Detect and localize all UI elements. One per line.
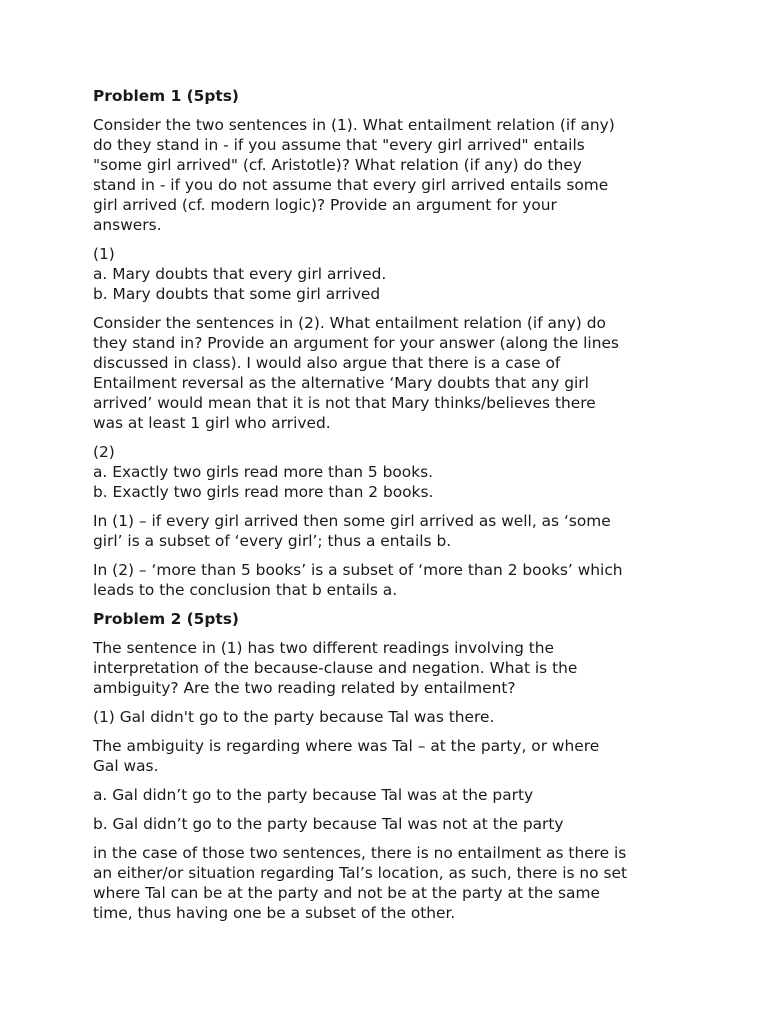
text-line: they stand in? Provide an argument for your answer (along the lines [93,334,619,352]
text-line: ambiguity? Are the two reading related by entailment? [93,679,516,697]
text-line: time, thus having one be a subset of the other. [93,904,456,922]
text-line: (1) Gal didn't go to the party because Tal was there. [93,708,495,726]
text-line: in the case of those two sentences, there is no entailment as there is [93,844,627,862]
text-line: Consider the two sentences in (1). What entailment relation (if any) [93,116,615,134]
text-line: leads to the conclusion that b entails a. [93,581,398,599]
problem-2-heading: Problem 2 (5pts) [93,610,239,628]
text-line: arrived’ would mean that it is not that Mary thinks/believes there [93,394,596,412]
text-line: an either/or situation regarding Tal’s location, as such, there is no set [93,864,628,882]
answer-1 [93,511,688,551]
problem-2-intro [93,638,688,698]
text-line: was at least 1 girl who arrived. [93,414,331,432]
text-line: girl arrived (cf. modern logic)? Provide an argument for your [93,196,557,214]
problem-1-heading: Problem 1 (5pts) [93,87,239,105]
example-2-a: a. Exactly two girls read more than 5 books. [93,463,434,481]
example-1-label: (1) [93,245,115,263]
text-line: The sentence in (1) has two different readings involving the [93,639,554,657]
example-1-block [93,244,688,304]
text-line: girl’ is a subset of ‘every girl’; thus a entails b. [93,532,452,550]
text-line: a. Gal didn’t go to the party because Tal was at the party [93,786,534,804]
text-line: Entailment reversal as the alternative ‘Mary doubts that any girl [93,374,589,392]
reading-a [93,785,688,805]
text-line: interpretation of the because-clause and negation. What is the [93,659,578,677]
reading-b [93,814,688,834]
text-line: answers. [93,216,162,234]
example-2-label: (2) [93,443,115,461]
text-line: Gal was. [93,757,159,775]
text-line: The ambiguity is regarding where was Tal – at the party, or where [93,737,600,755]
problem-1-intro [93,115,688,235]
example-1-a: a. Mary doubts that every girl arrived. [93,265,387,283]
problem-2-ambiguity [93,736,688,776]
text-line: where Tal can be at the party and not be at the party at the same [93,884,600,902]
text-line: stand in - if you do not assume that every girl arrived entails some [93,176,609,194]
example-1-b: b. Mary doubts that some girl arrived [93,285,381,303]
text-line: "some girl arrived" (cf. Aristotle)? What relation (if any) do they [93,156,582,174]
text-line: do they stand in - if you assume that "every girl arrived" entails [93,136,585,154]
text-line: b. Gal didn’t go to the party because Tal was not at the party [93,815,564,833]
text-line: In (2) – ‘more than 5 books’ is a subset of ‘more than 2 books’ which [93,561,623,579]
answer-2 [93,560,688,600]
example-2-b: b. Exactly two girls read more than 2 books. [93,483,434,501]
text-line: discussed in class). I would also argue that there is a case of [93,354,561,372]
problem-2-example [93,707,688,727]
example-2-block [93,442,688,502]
text-line: In (1) – if every girl arrived then some girl arrived as well, as ‘some [93,512,611,530]
problem-1-consider-2 [93,313,688,433]
text-line: Consider the sentences in (2). What entailment relation (if any) do [93,314,606,332]
problem-2-conclusion [93,843,688,923]
